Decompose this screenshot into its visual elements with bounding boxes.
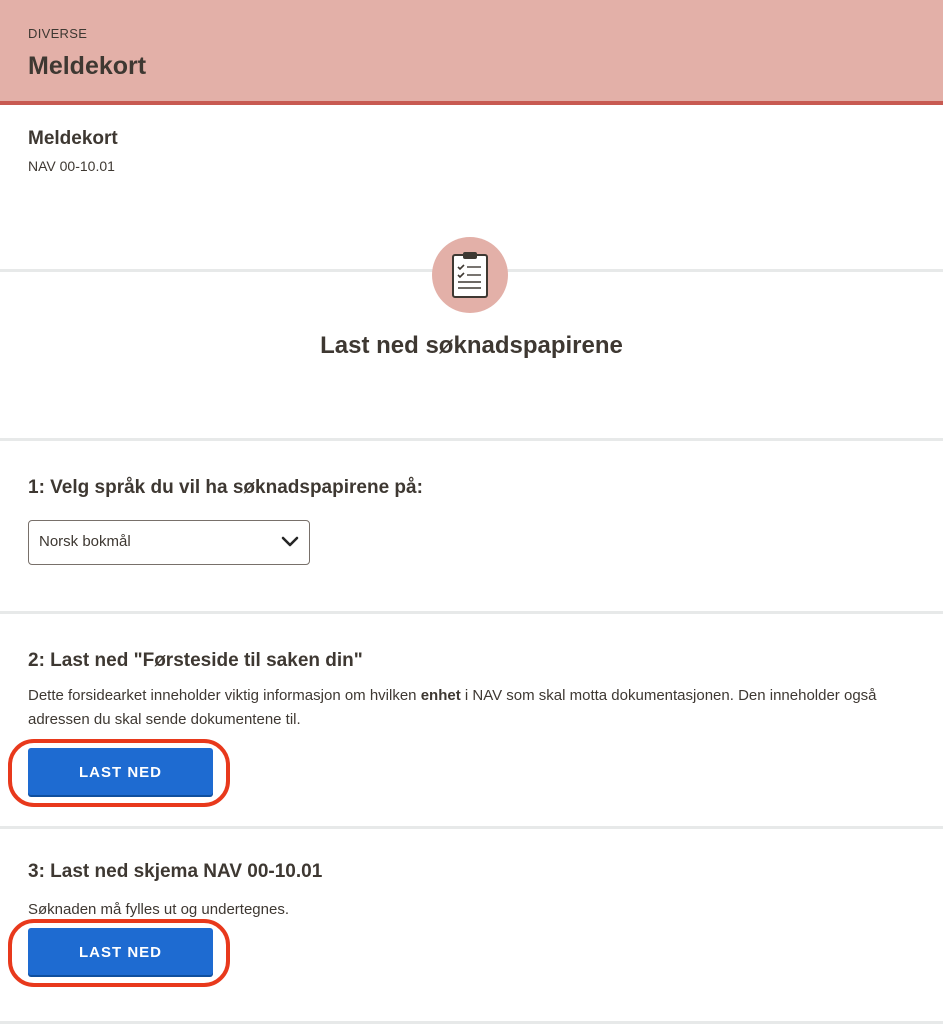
clipboard-icon xyxy=(432,237,508,313)
step2-desc-after: i NAV som skal motta dokumentasjonen. Den inneholder også adressen du skal sende dokumentene til. xyxy=(28,687,877,728)
form-title: Meldekort xyxy=(28,128,118,149)
header-category: DIVERSE xyxy=(28,26,88,41)
language-select[interactable] xyxy=(28,520,310,565)
step2-description xyxy=(28,684,908,732)
download-form-button[interactable]: LAST NED xyxy=(28,928,213,975)
section-divider xyxy=(0,826,943,829)
step2-desc-bold: enhet xyxy=(420,687,461,704)
chevron-down-icon xyxy=(281,536,299,548)
step3-description: Søknaden må fylles ut og undertegnes. xyxy=(28,901,289,918)
page-header xyxy=(0,0,943,105)
section-divider xyxy=(0,438,943,441)
form-number: NAV 00-10.01 xyxy=(28,158,115,174)
download-cover-page-button[interactable]: LAST NED xyxy=(28,748,213,795)
step3-heading: 3: Last ned skjema NAV 00-10.01 xyxy=(28,861,323,882)
header-title: Meldekort xyxy=(28,52,147,80)
language-select-value: Norsk bokmål xyxy=(39,533,131,550)
section-divider xyxy=(0,611,943,614)
step2-heading: 2: Last ned "Førsteside til saken din" xyxy=(28,650,363,671)
section-divider xyxy=(0,1021,943,1024)
step2-desc-before: Dette forsidearket inneholder viktig informasjon om hvilken xyxy=(28,687,421,704)
step1-heading: 1: Velg språk du vil ha søknadspapirene på: xyxy=(28,477,423,498)
main-heading: Last ned søknadspapirene xyxy=(320,332,623,359)
